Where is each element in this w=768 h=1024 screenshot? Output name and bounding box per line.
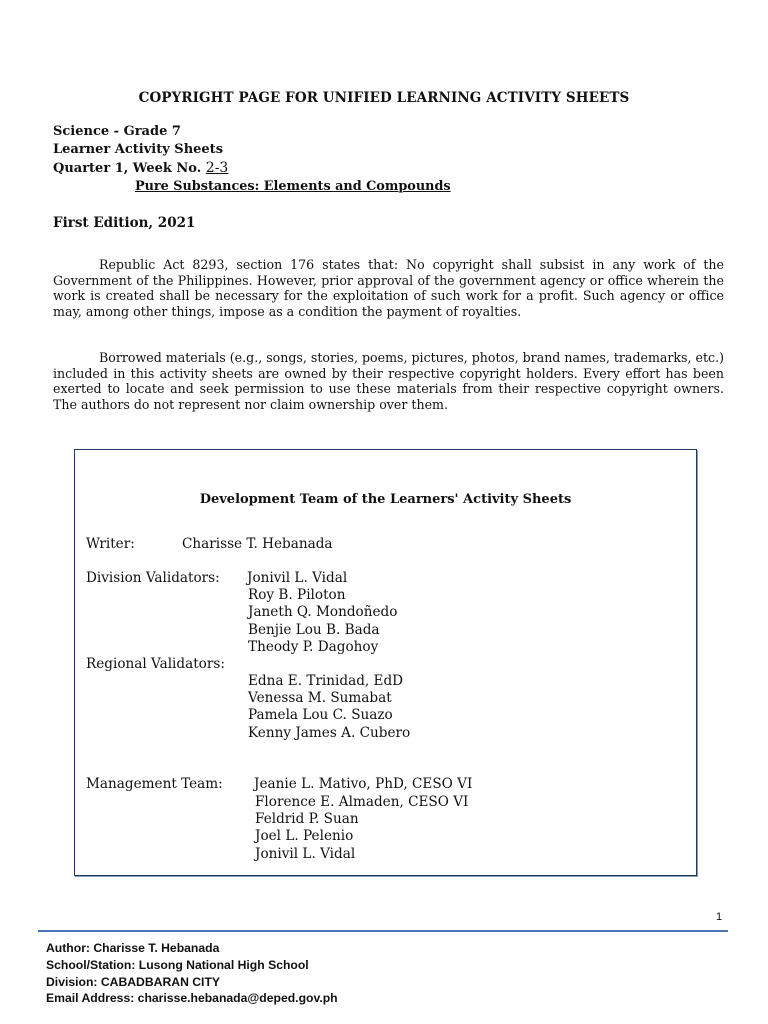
- writer-label: Writer:: [86, 536, 135, 552]
- copyright-paragraph: Republic Act 8293, section 176 states that: No copyright shall subsist in any work of the Government of the Philippines. However, prior approval of the government agency or office wherein the work is created shall be necessary for the exploitation of such work for a profit. Such agency or office may, among other things, impose as a condition the payment of royalties.: [53, 257, 724, 319]
- management-member: Jonivil L. Vidal: [255, 846, 356, 862]
- sheet-type-line: Learner Activity Sheets: [53, 142, 224, 157]
- footer-email: Email Address: charisse.hebanada@deped.gov.ph: [46, 991, 338, 1005]
- regional-validator: Pamela Lou C. Suazo: [248, 707, 393, 723]
- week-number: 2-3: [205, 160, 229, 176]
- page-title: COPYRIGHT PAGE FOR UNIFIED LEARNING ACTIVITY SHEETS: [138, 90, 630, 106]
- regional-validator: Venessa M. Sumabat: [248, 690, 392, 706]
- development-team-box: [74, 449, 697, 876]
- quarter-prefix: Quarter 1, Week No.: [53, 161, 202, 176]
- footer-divider: [38, 930, 728, 932]
- borrowed-materials-paragraph: Borrowed materials (e.g., songs, stories, poems, pictures, photos, brand names, trademarks, etc.) included in this activity sheets are owned by their respective copyright holders. Every effort has been exerted to locate and seek permission to use these materials from their respective copyright owners. The authors do not represent nor claim ownership over them.: [53, 350, 725, 412]
- edition-line: First Edition, 2021: [53, 215, 196, 231]
- management-member: Joel L. Pelenio: [255, 828, 354, 844]
- page-number: 1: [716, 911, 723, 923]
- division-validator: Roy B. Piloton: [248, 587, 346, 603]
- management-member: Florence E. Almaden, CESO VI: [255, 794, 469, 810]
- footer-author: Author: Charisse T. Hebanada: [46, 941, 220, 955]
- division-validators-label: Division Validators:: [86, 570, 220, 586]
- development-team-heading: Development Team of the Learners' Activity Sheets: [199, 492, 572, 507]
- footer-division: Division: CABADBARAN CITY: [46, 975, 221, 989]
- topic-line: Pure Substances: Elements and Compounds: [135, 179, 451, 194]
- division-validator: Theody P. Dagohoy: [248, 639, 379, 655]
- management-member: Feldrid P. Suan: [255, 811, 359, 827]
- regional-validator: Kenny James A. Cubero: [248, 725, 411, 741]
- regional-validators-label: Regional Validators:: [86, 656, 225, 672]
- footer-school: School/Station: Lusong National High School: [46, 958, 309, 972]
- division-validator: Janeth Q. Mondoñedo: [248, 604, 398, 620]
- management-team-label: Management Team:: [86, 776, 223, 792]
- writer-name: Charisse T. Hebanada: [182, 536, 333, 552]
- division-validator: Jonivil L. Vidal: [247, 570, 348, 586]
- subject-line: Science - Grade 7: [53, 124, 181, 139]
- regional-validator: Edna E. Trinidad, EdD: [248, 673, 404, 689]
- division-validator: Benjie Lou B. Bada: [248, 622, 380, 638]
- quarter-line: [53, 160, 228, 176]
- management-member: Jeanie L. Mativo, PhD, CESO VI: [254, 776, 473, 792]
